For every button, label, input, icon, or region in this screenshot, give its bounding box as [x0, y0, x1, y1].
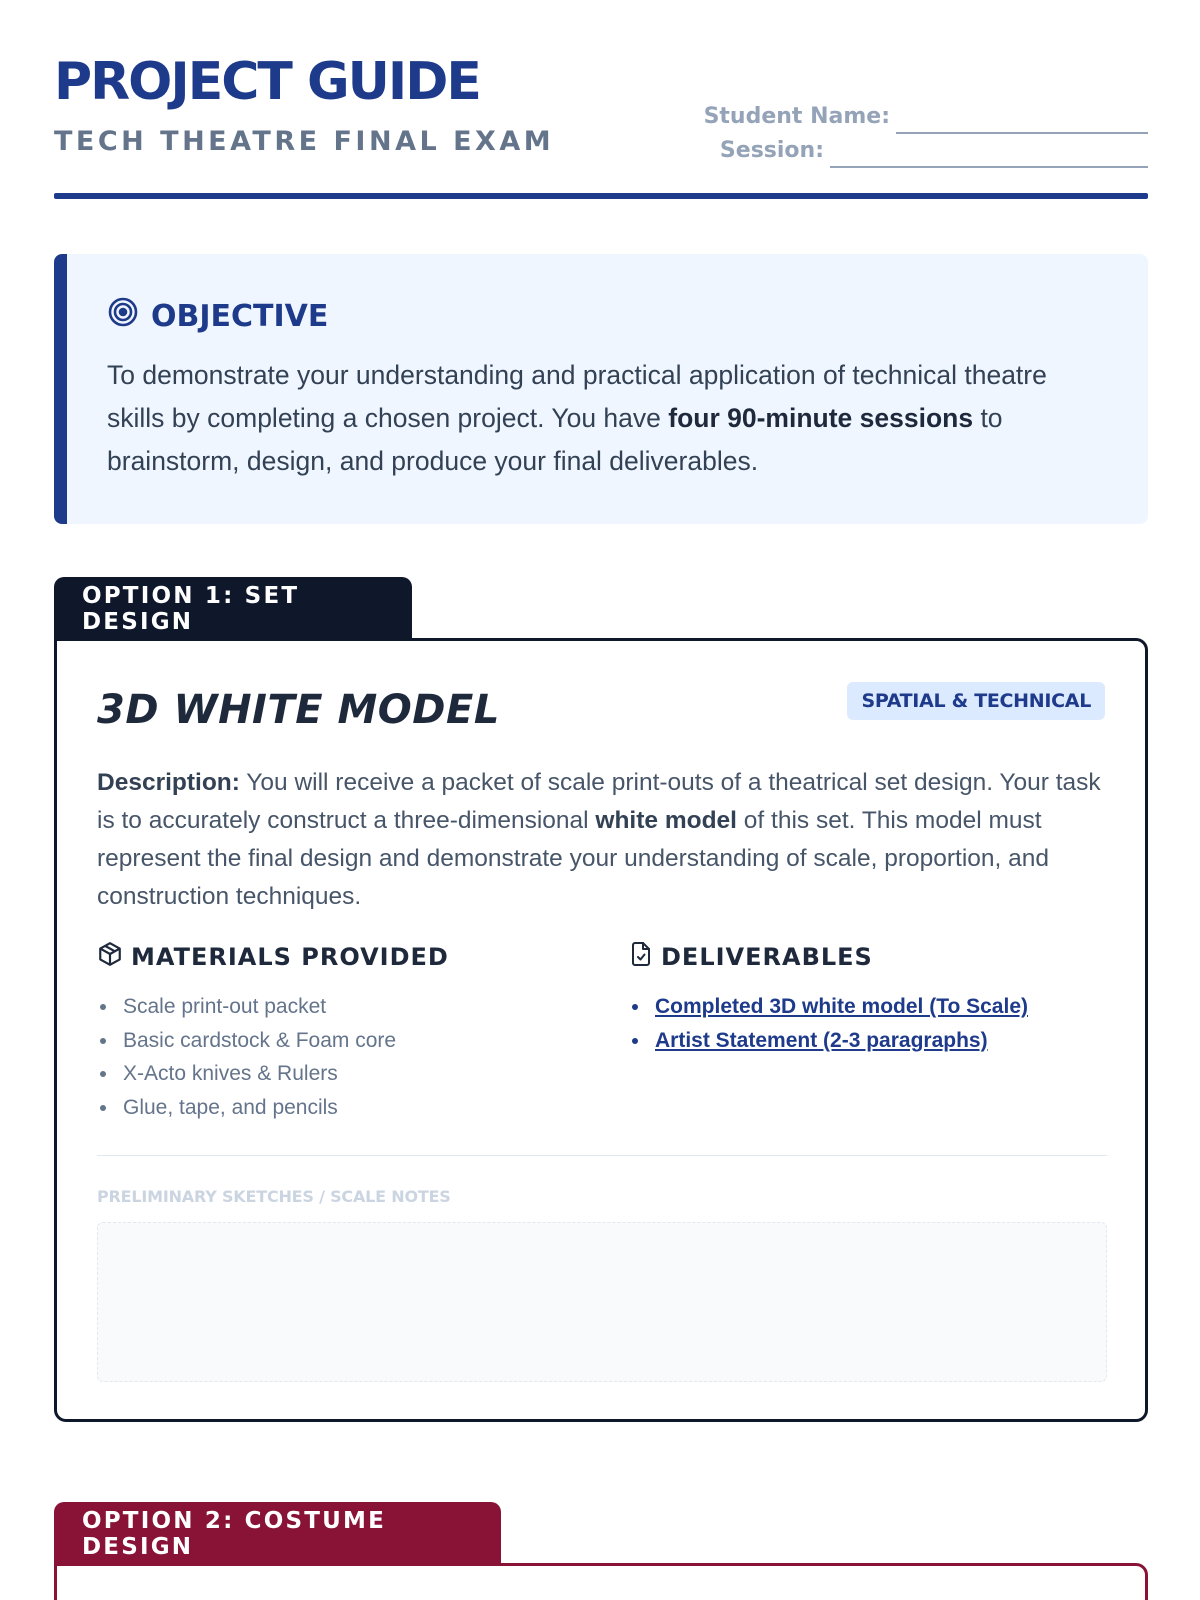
- list-item: X-Acto knives & Rulers: [97, 1057, 449, 1091]
- page-title: PROJECT GUIDE: [54, 52, 480, 112]
- objective-text: [107, 354, 1108, 483]
- description-text-2: of this set. This model must represent the final design and demonstrate your understanding of scale, proportion, and construction techniques.: [97, 807, 1050, 910]
- list-item: Scale print-out packet: [97, 990, 449, 1024]
- header-rule: [54, 193, 1148, 199]
- deliverables-column: [629, 941, 1028, 1057]
- session-row: [704, 134, 1148, 168]
- option-1-title: 3D WHITE MODEL: [97, 687, 500, 733]
- target-icon: [107, 296, 139, 336]
- section-divider: [97, 1155, 1107, 1156]
- description-label: Description:: [97, 769, 240, 796]
- student-name-label: Student Name:: [703, 104, 890, 129]
- session-label: Session:: [719, 138, 824, 163]
- objective-text-1: To demonstrate your understanding and practical application of technical theatre skills by completing a chosen project. You have: [107, 360, 1047, 433]
- description-text-bold: white model: [595, 807, 737, 834]
- box-icon: [97, 941, 123, 973]
- list-item: Basic cardstock & Foam core: [97, 1024, 449, 1058]
- option-2-tab[interactable]: OPTION 2: COSTUME DESIGN: [54, 1502, 501, 1566]
- option-1-tab[interactable]: OPTION 1: SET DESIGN: [54, 577, 412, 641]
- objective-text-bold: four 90-minute sessions: [668, 403, 974, 433]
- page-subtitle: TECH THEATRE FINAL EXAM: [54, 126, 555, 157]
- deliverable-link[interactable]: Artist Statement (2-3 paragraphs): [629, 1024, 1028, 1058]
- objective-text-2: to brainstorm, design, and produce your final deliverables.: [107, 403, 1003, 476]
- objective-heading-row: [107, 296, 1108, 336]
- option-1-description: [97, 764, 1107, 916]
- objective-box: [54, 254, 1148, 524]
- session-line[interactable]: [830, 144, 1148, 168]
- deliverables-heading: DELIVERABLES: [661, 943, 873, 971]
- student-fields: [704, 100, 1148, 168]
- student-name-row: [704, 100, 1148, 134]
- materials-heading: MATERIALS PROVIDED: [131, 943, 449, 971]
- student-name-line[interactable]: [896, 110, 1148, 134]
- materials-column: [97, 941, 449, 1124]
- deliverable-link[interactable]: Completed 3D white model (To Scale): [629, 990, 1028, 1024]
- header: [54, 0, 1148, 200]
- materials-heading-row: [97, 941, 449, 973]
- list-item: Glue, tape, and pencils: [97, 1091, 449, 1125]
- description-text-1: You will receive a packet of scale print-outs of a theatrical set design. Your task is to accurately construct a three-dimensional: [97, 769, 1101, 834]
- option-1-card: [54, 638, 1148, 1422]
- file-check-icon: [629, 941, 653, 973]
- sketch-label: PRELIMINARY SKETCHES / SCALE NOTES: [97, 1187, 451, 1206]
- project-guide-page: [54, 0, 1148, 1560]
- option-2-card: [54, 1563, 1148, 1600]
- deliverables-list: [629, 990, 1028, 1057]
- sketch-area[interactable]: [97, 1222, 1107, 1382]
- materials-list: [97, 990, 449, 1124]
- category-badge: SPATIAL & TECHNICAL: [847, 682, 1105, 720]
- objective-heading: OBJECTIVE: [151, 298, 329, 334]
- deliverables-heading-row: [629, 941, 1028, 973]
